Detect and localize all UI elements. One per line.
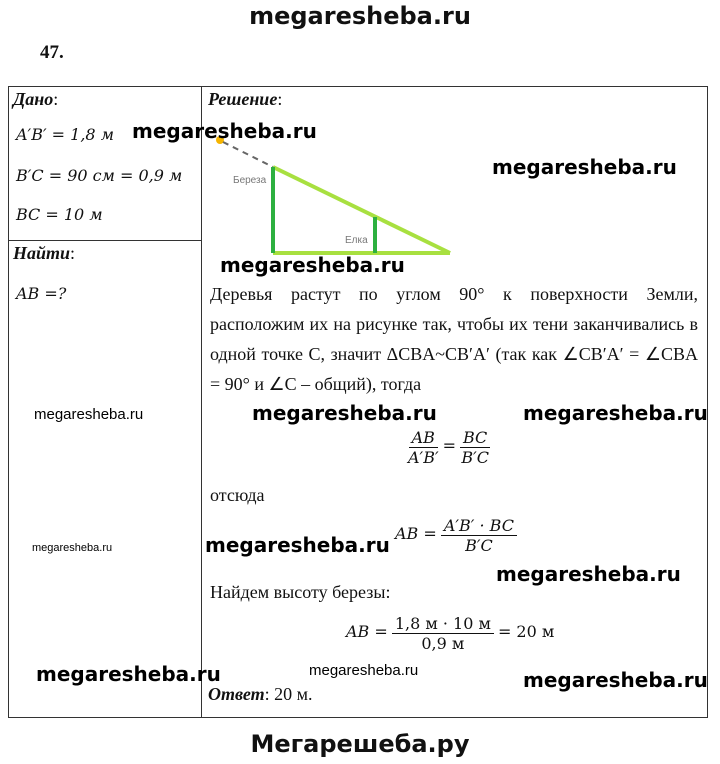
watermark: megaresheba.ru: [523, 401, 708, 425]
given-title: Дано:: [13, 89, 59, 109]
watermark: megaresheba.ru: [205, 533, 390, 557]
result-equation: AB = $\frac{1,8 м \cdot 10 м}{0,9 м}$ = 20 м: [346, 614, 555, 653]
ratio-equation: $\frac{AB}{A'B'}$ = $\frac{BC}{B'C}$: [408, 428, 489, 467]
find-title: Найти:: [13, 243, 76, 263]
footer-title: Мегарешеба.ру: [250, 730, 470, 758]
watermark: megaresheba.ru: [523, 668, 708, 692]
watermark: megaresheba.ru: [220, 253, 405, 277]
given-line-1: A′B′ = 1,8 м: [16, 125, 114, 144]
solution-paragraph: Деревья растут по углом 90° к поверхности Земли, расположим их на рисунке так, чтобы их тени заканчивались в одной точке C, значит ΔCBA~CB′A′ (так как ∠CB′A′ = ∠CBA = 90° и ∠C – общий), тогда: [210, 284, 698, 394]
formula-equation: AB = $\frac{A'B' \cdot BC}{B'C}$: [395, 516, 517, 555]
watermark: megaresheba.ru: [496, 562, 681, 586]
site-title: megaresheba.ru: [249, 2, 471, 30]
birch-label: Береза: [233, 175, 267, 186]
given-line-2: B′C = 90 см = 0,9 м: [16, 166, 183, 185]
sun-ray: [223, 142, 273, 167]
watermark: megaresheba.ru: [309, 662, 419, 679]
column-divider: [201, 86, 202, 718]
given-line-3: BC = 10 м: [16, 205, 103, 224]
watermark: megaresheba.ru: [34, 406, 144, 423]
row-divider: [8, 240, 202, 241]
trees-figure: [205, 125, 465, 260]
hence-text: отсюда: [210, 485, 265, 505]
watermark: megaresheba.ru: [492, 155, 677, 179]
problem-number: 47.: [40, 42, 64, 63]
find-height-text: Найдем высоту березы:: [210, 582, 391, 602]
watermark: megaresheba.ru: [252, 401, 437, 425]
watermark: megaresheba.ru: [132, 119, 317, 143]
solution-title: Решение:: [208, 89, 283, 109]
watermark: megaresheba.ru: [32, 542, 113, 554]
answer: Ответ: 20 м.: [208, 684, 313, 704]
find-line: AB =?: [16, 284, 67, 303]
fir-label: Елка: [345, 235, 368, 246]
watermark: megaresheba.ru: [36, 662, 221, 686]
